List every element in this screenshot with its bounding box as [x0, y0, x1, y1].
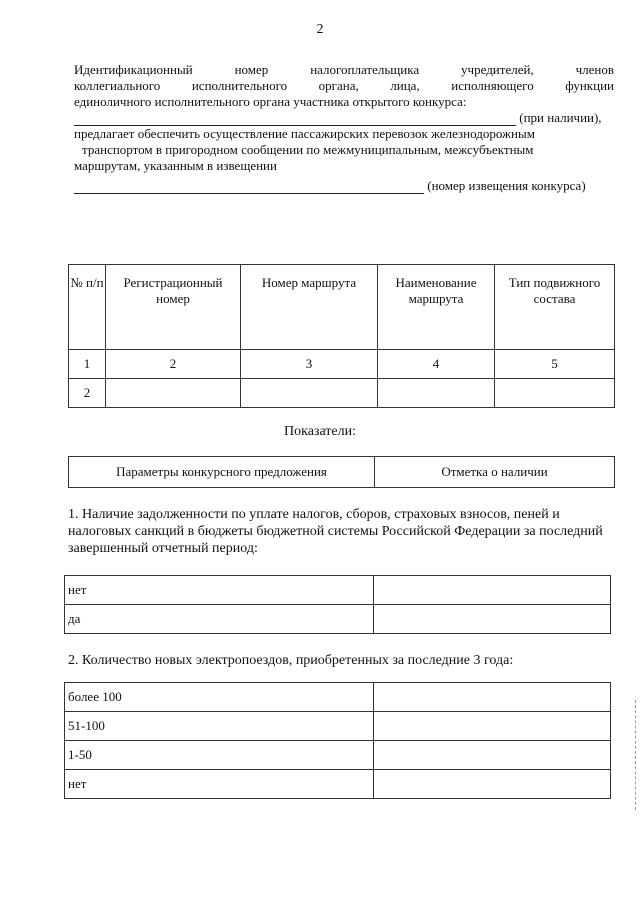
- intro-line-1: Идентификационный номер налогоплательщика учредителей, членов: [74, 62, 614, 77]
- offer-line-3: маршрутам, указанным в извещении: [74, 158, 277, 173]
- table-cell-input[interactable]: [241, 379, 378, 408]
- table-cell: 2: [106, 350, 241, 379]
- option-mark-cell[interactable]: [374, 683, 611, 712]
- page-number: 2: [316, 22, 324, 37]
- params-column-header: Параметры конкурсного предложения: [69, 457, 375, 488]
- table-cell: 4: [378, 350, 495, 379]
- indicators-heading: Показатели:: [284, 424, 356, 439]
- routes-table: [68, 264, 615, 408]
- notice-number-input-line[interactable]: [74, 182, 424, 194]
- col-header-rolling-stock-type: Тип подвижного состава: [495, 265, 615, 350]
- offer-line-1: предлагает обеспечить осуществление пассажирских перевозок железнодорожным: [74, 126, 535, 141]
- routes-table-header-row: [69, 265, 615, 350]
- question-2-text: 2. Количество новых электропоездов, приобретенных за последние 3 года:: [68, 653, 514, 668]
- table-cell: 3: [241, 350, 378, 379]
- option-mark-cell[interactable]: [374, 770, 611, 799]
- table-cell-input[interactable]: [495, 379, 615, 408]
- intro-line-3: единоличного исполнительного органа участника открытого конкурса:: [74, 94, 467, 109]
- option-label: нет: [65, 770, 374, 799]
- tin-input-line[interactable]: [74, 114, 516, 126]
- table-row: [65, 605, 611, 634]
- indicators-header-row: [69, 457, 615, 488]
- option-mark-cell[interactable]: [374, 741, 611, 770]
- intro-paragraph: [74, 62, 614, 194]
- table-cell-input[interactable]: [106, 379, 241, 408]
- table-row: [65, 576, 611, 605]
- table-row: [65, 712, 611, 741]
- table-row: [69, 350, 615, 379]
- question-1-options-table: [64, 575, 611, 634]
- table-row: [65, 683, 611, 712]
- col-header-route-name: Наименование маршрута: [378, 265, 495, 350]
- option-label: нет: [65, 576, 374, 605]
- table-cell-input[interactable]: [378, 379, 495, 408]
- offer-line-2: транспортом в пригородном сообщении по межмуниципальным, межсубъектным: [82, 142, 534, 157]
- scan-margin-mark: [635, 700, 637, 810]
- question-2-options-table: [64, 682, 611, 799]
- col-header-route-number: Номер маршрута: [241, 265, 378, 350]
- option-label: более 100: [65, 683, 374, 712]
- col-header-number: № п/п: [69, 265, 106, 350]
- table-cell: 5: [495, 350, 615, 379]
- table-cell: 1: [69, 350, 106, 379]
- notice-number-note: (номер извещения конкурса): [427, 178, 586, 193]
- col-header-registration-number: Регистрационный номер: [106, 265, 241, 350]
- intro-line-2: коллегиального исполнительного органа, лица, исполняющего функции: [74, 78, 614, 93]
- indicators-header-table: [68, 456, 615, 488]
- table-row: [69, 379, 615, 408]
- option-label: 51-100: [65, 712, 374, 741]
- table-cell: 2: [69, 379, 106, 408]
- option-mark-cell[interactable]: [374, 712, 611, 741]
- has-info-note: (при наличии),: [519, 110, 602, 125]
- notice-field-row: [74, 178, 614, 194]
- option-label: 1-50: [65, 741, 374, 770]
- table-row: [65, 741, 611, 770]
- mark-column-header: Отметка о наличии: [375, 457, 615, 488]
- tin-field-row: [74, 110, 614, 126]
- option-mark-cell[interactable]: [374, 605, 611, 634]
- option-label: да: [65, 605, 374, 634]
- option-mark-cell[interactable]: [374, 576, 611, 605]
- question-1-text: 1. Наличие задолженности по уплате налогов, сборов, страховых взносов, пеней и налоговых санкций в бюджеты бюджетной системы Российской Федерации за последний завершенный отчетный период:: [68, 507, 603, 556]
- table-row: [65, 770, 611, 799]
